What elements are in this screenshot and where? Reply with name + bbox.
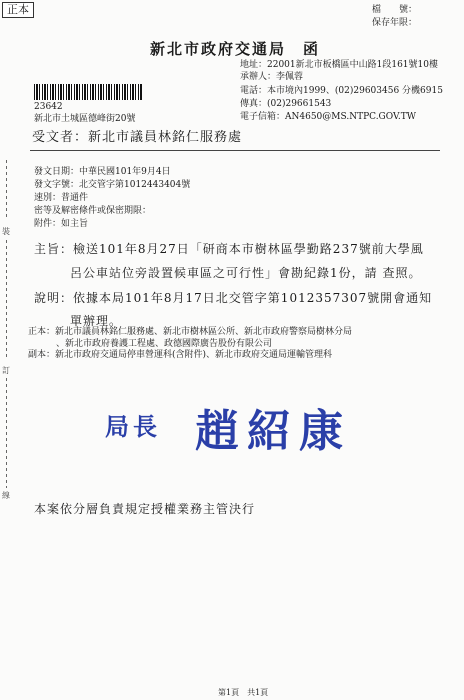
secrecy-level: 密等及解密條件或保密期限： — [34, 206, 152, 216]
recipient: 受文者：新北市議員林銘仁服務處 — [32, 130, 243, 145]
retention-period-label: 保存年限： — [372, 18, 418, 28]
issue-date: 發文日期：中華民國101年9月4日 — [34, 167, 171, 177]
attachment: 附件：如主旨 — [34, 219, 89, 229]
contact-email: 電子信箱：AN4650@MS.NTPC.GOV.TW — [240, 112, 417, 122]
binding-line — [6, 378, 7, 488]
postal-code: 23642 — [34, 102, 63, 112]
explanation-line-1: 說明：依據本局101年8月17日北交管字第1012357307號開會通知 — [34, 291, 433, 305]
authority-statement: 本案依分層負責規定授權業務主管決行 — [34, 502, 256, 516]
binding-line — [6, 160, 7, 220]
page-indicator: 第1頁 共1頁 — [218, 688, 269, 697]
binding-line — [6, 240, 7, 360]
original-recipients-1: 正本：新北市議員林銘仁服務處、新北市樹林區公所、新北市政府警察局樹林分局 — [28, 327, 353, 337]
margin-mark-line: 線 — [2, 491, 10, 500]
contact-address: 地址：22001新北市板橋區中山路1段161號10樓 — [240, 60, 438, 70]
explanation-line-2: 單辦理。 — [70, 314, 123, 328]
signature-title: 局長 — [105, 412, 161, 441]
delivery-speed: 速別：普通件 — [34, 193, 89, 203]
mailing-address: 新北市土城區德峰街20號 — [34, 114, 136, 124]
subject-line-2: 呂公車站位旁設置候車區之可行性」會勘紀錄1份，請 查照。 — [70, 266, 422, 280]
margin-mark-staple: 訂 — [2, 366, 10, 375]
contact-handler: 承辦人：李佩蓉 — [240, 72, 304, 82]
signature-name: 趙紹康 — [195, 406, 351, 457]
margin-mark-bind: 裝 — [2, 227, 10, 236]
document-title: 新北市政府交通局 函 — [150, 40, 321, 58]
contact-fax: 傳真：(02)29661543 — [240, 99, 332, 109]
mail-barcode — [34, 84, 142, 100]
original-recipients-2: 、新北市政府養護工程處、政德國際廣告股份有限公司 — [56, 339, 273, 349]
contact-phone: 電話：本市境內1999、(02)29603456 分機6915 — [240, 86, 443, 96]
original-stamp: 正本 — [2, 2, 34, 18]
copy-recipients: 副本：新北市政府交通局停車營運科(含附件)、新北市政府交通局運輸管理科 — [28, 350, 333, 360]
document-number: 發文字號：北交管字第1012443404號 — [34, 180, 191, 190]
divider — [30, 150, 440, 151]
subject-line-1: 主旨：檢送101年8月27日「研商本市樹林區學勤路237號前大學風 — [34, 242, 424, 256]
archive-number-label: 檔 號： — [372, 5, 418, 15]
